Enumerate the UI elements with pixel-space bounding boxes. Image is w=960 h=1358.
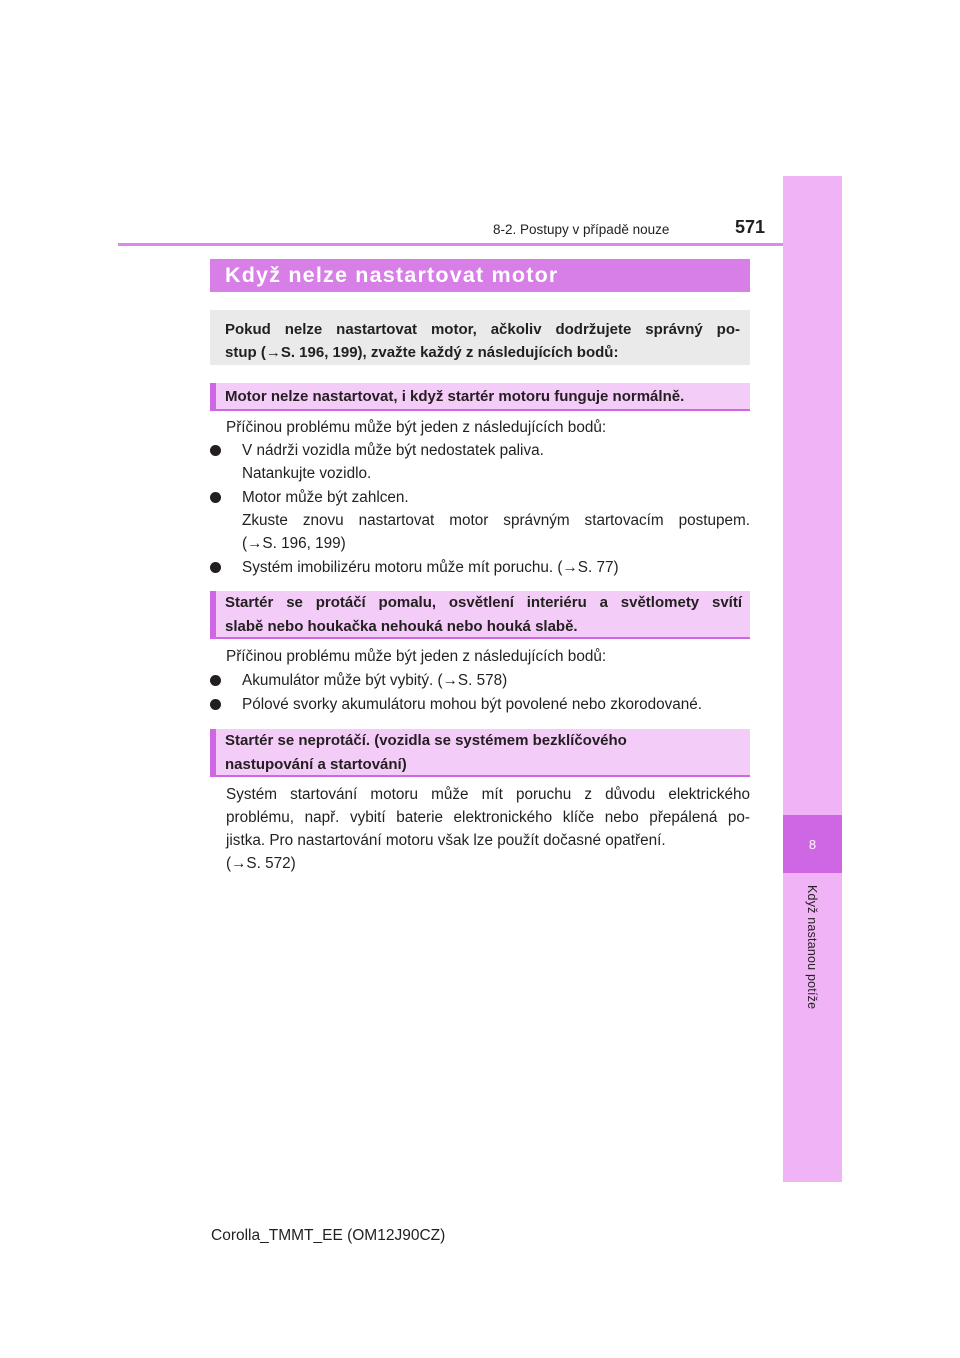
list-item-text: Systém imobilizéru motoru může mít poruchu. (→S. 77) <box>242 559 619 576</box>
section-2-lead: Příčinou problému může být jeden z následujících bodů: <box>226 648 607 665</box>
page-number: 571 <box>735 217 766 237</box>
chapter-title-vertical: Když nastanou potíže <box>805 885 819 1010</box>
bullet-icon <box>210 562 221 573</box>
section-3-body <box>226 783 750 875</box>
body-line: Systém startování motoru může mít poruchu z důvodu elektrického <box>226 786 750 803</box>
bullet-icon <box>210 675 221 686</box>
subheading-3-line-2: nastupování a startování) <box>225 756 407 773</box>
running-head: 8-2. Postupy v případě nouze <box>493 222 670 237</box>
list-item-detail: (→S. 196, 199) <box>242 535 346 552</box>
section-1-lead: Příčinou problému může být jeden z následujících bodů: <box>226 419 607 436</box>
subheading-2-line-2: slabě nebo houkačka nehouká nebo houká slabě. <box>225 618 578 635</box>
subheading-2-line-1: Startér se protáčí pomalu, osvětlení interiéru a světlomety svítí <box>225 594 742 611</box>
list-item-detail: Natankujte vozidlo. <box>242 465 372 482</box>
list-item-text: Akumulátor může být vybitý. (→S. 578) <box>242 672 508 689</box>
footer-document-code: Corolla_TMMT_EE (OM12J90CZ) <box>211 1227 446 1244</box>
list-item-text: Pólové svorky akumulátoru mohou být povolené nebo zkorodované. <box>242 696 703 713</box>
subheading-1 <box>210 383 750 411</box>
body-line: jistka. Pro nastartování motoru však lze použít dočasné opatření. <box>226 832 666 849</box>
intro-line-1: Pokud nelze nastartovat motor, ačkoliv dodržujete správný po- <box>225 321 740 338</box>
bullet-icon <box>210 699 221 710</box>
list-item-text: V nádrži vozidla může být nedostatek paliva. <box>242 442 544 459</box>
bullet-icon <box>210 445 221 456</box>
body-line: problému, např. vybití baterie elektronického klíče nebo přepálená po- <box>226 809 750 826</box>
subheading-2 <box>210 591 750 639</box>
subheading-3 <box>210 729 750 777</box>
bullet-icon <box>210 492 221 503</box>
list-item-detail: Zkuste znovu nastartovat motor správným startovacím postupem. <box>242 512 750 529</box>
subheading-3-line-1: Startér se neprotáčí. (vozidla se systémem bezklíčového <box>225 732 627 749</box>
chapter-number-tab: 8 <box>783 815 842 873</box>
intro-box <box>210 310 750 365</box>
header-rule <box>118 243 783 246</box>
body-line: (→S. 572) <box>226 855 296 872</box>
intro-line-2: stup (→S. 196, 199), zvažte každý z následujících bodů: <box>225 344 619 361</box>
chapter-side-tab <box>783 176 842 1182</box>
subheading-1-line-1: Motor nelze nastartovat, i když startér motoru funguje normálně. <box>225 388 685 405</box>
section-title: Když nelze nastartovat motor <box>210 259 750 292</box>
list-item-text: Motor může být zahlcen. <box>242 489 409 506</box>
